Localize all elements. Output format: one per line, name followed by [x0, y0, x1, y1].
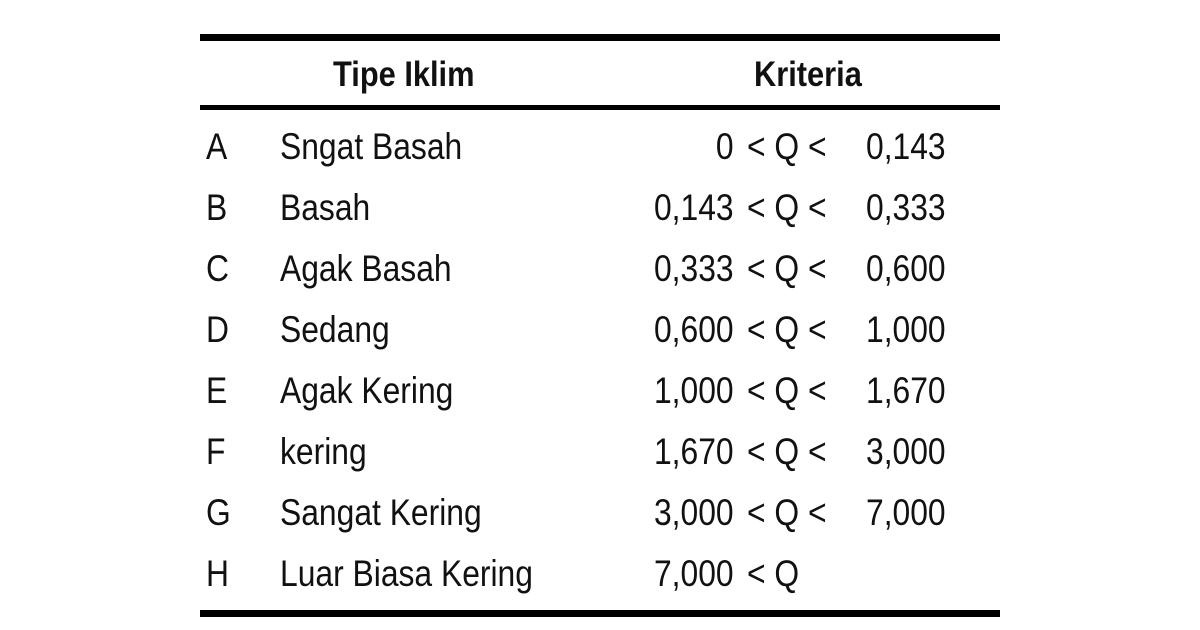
row-lower-bound: 0,333: [654, 248, 734, 289]
row-q-operator: < Q <: [747, 492, 827, 533]
row-climate-name: Luar Biasa Kering: [280, 553, 533, 594]
row-q-operator: < Q <: [747, 187, 827, 228]
row-q-operator: < Q <: [747, 248, 827, 289]
row-q-operator: < Q <: [747, 431, 827, 472]
row-climate-name: Agak Kering: [280, 370, 454, 411]
table-row: [200, 299, 1000, 360]
row-letter: A: [206, 126, 228, 167]
row-q-operator: < Q: [747, 553, 800, 594]
row-climate-name: kering: [280, 431, 367, 472]
row-lower-bound: 0,600: [654, 309, 734, 350]
table-row: [200, 543, 1000, 604]
row-upper-bound: 1,000: [866, 309, 946, 350]
row-letter: B: [206, 187, 228, 228]
row-q-operator: < Q <: [747, 370, 827, 411]
header-tipe-iklim: Tipe Iklim: [333, 55, 475, 94]
row-letter: C: [206, 248, 229, 289]
table-row: [200, 360, 1000, 421]
row-lower-bound: 1,670: [654, 431, 734, 472]
row-lower-bound: 3,000: [654, 492, 734, 533]
row-upper-bound: 1,670: [866, 370, 946, 411]
row-letter: H: [206, 553, 229, 594]
row-climate-name: Sangat Kering: [280, 492, 482, 533]
row-climate-name: Sngat Basah: [280, 126, 463, 167]
table-bottom-rule: [200, 610, 1000, 617]
row-letter: E: [206, 370, 228, 411]
row-letter: F: [206, 431, 226, 472]
row-lower-bound: 0,143: [654, 187, 734, 228]
climate-type-table: [200, 34, 1000, 617]
row-upper-bound: 0,600: [866, 248, 946, 289]
table-row: [200, 482, 1000, 543]
row-upper-bound: 7,000: [866, 492, 946, 533]
table-body: [200, 110, 1000, 610]
table-row: [200, 421, 1000, 482]
row-letter: D: [206, 309, 229, 350]
row-lower-bound: 1,000: [654, 370, 734, 411]
table-row: [200, 238, 1000, 299]
table-top-rule: [200, 34, 1000, 41]
table-row: [200, 116, 1000, 177]
header-kriteria: Kriteria: [754, 55, 862, 94]
row-q-operator: < Q <: [747, 309, 827, 350]
row-lower-bound: 0: [716, 126, 734, 167]
table-row: [200, 177, 1000, 238]
row-climate-name: Sedang: [280, 309, 390, 350]
row-upper-bound: 3,000: [866, 431, 946, 472]
row-q-operator: < Q <: [747, 126, 827, 167]
row-climate-name: Agak Basah: [280, 248, 452, 289]
row-upper-bound: 0,333: [866, 187, 946, 228]
row-climate-name: Basah: [280, 187, 371, 228]
table-header-row: [200, 41, 1000, 105]
row-upper-bound: 0,143: [866, 126, 946, 167]
row-lower-bound: 7,000: [654, 553, 734, 594]
row-letter: G: [206, 492, 231, 533]
